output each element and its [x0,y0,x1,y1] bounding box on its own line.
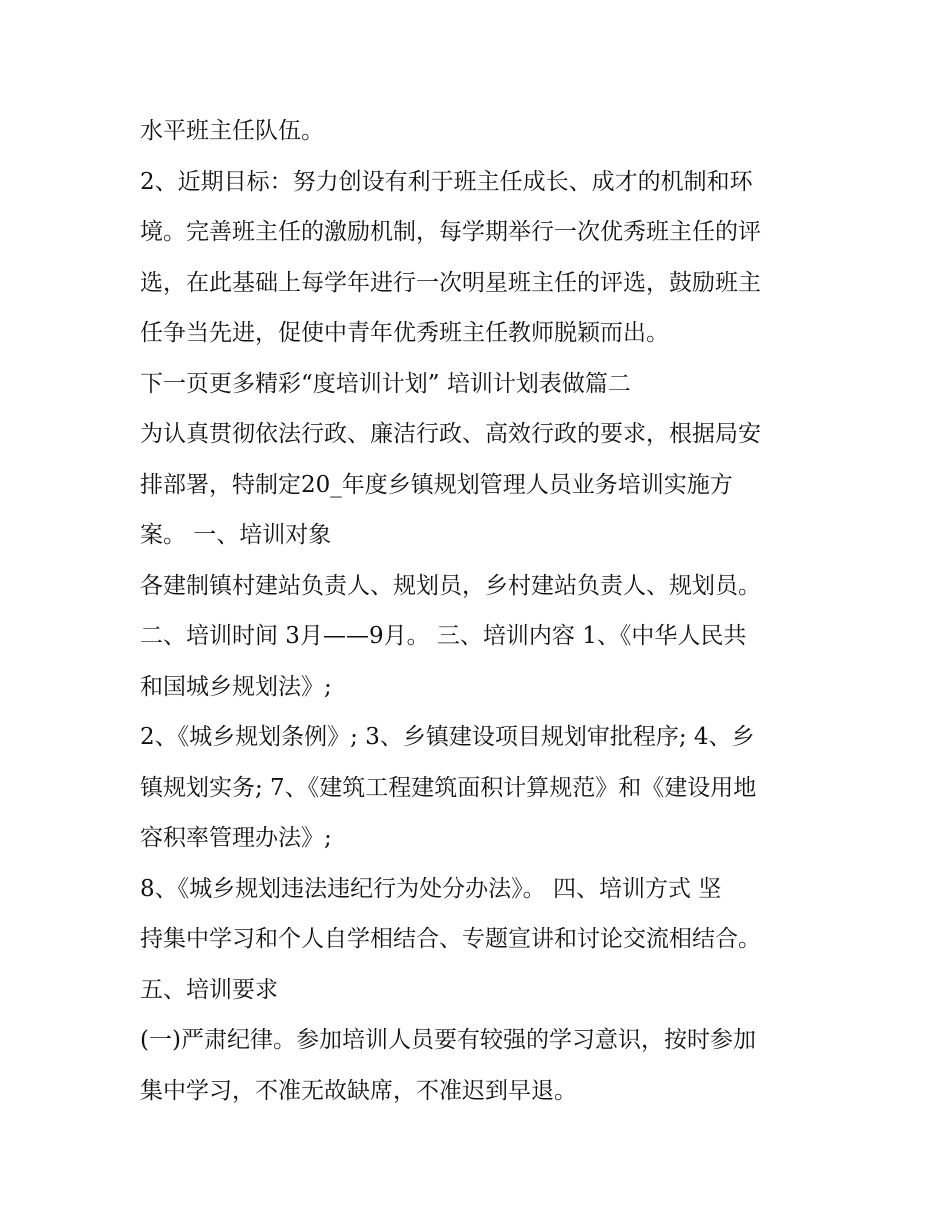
text-line: 镇规划实务; 7、《建筑工程建筑面积计算规范》和《建设用地 [140,774,757,801]
text-line: 各建制镇村建站负责人、规划员，乡村建站负责人、规划员。 [140,572,761,599]
text-line: 为认真贯彻依法行政、廉洁行政、高效行政的要求，根据局安 [140,421,761,447]
text-line: 选，在此基础上每学年进行一次明星班主任的评选，鼓励班主 [140,269,761,296]
text-line: 水平班主任队伍。 [140,118,324,144]
text-line: 五、培训要求 [140,976,278,1003]
text-line: 案。 一、培训对象 [140,522,332,548]
text-line: 境。完善班主任的激励机制，每学期举行一次优秀班主任的评 [140,219,761,245]
text-line: 二、培训时间 3月——9月。 三、培训内容 1、《中华人民共 [140,623,747,649]
text-line: 任争当先进，促使中青年优秀班主任教师脱颖而出。 [140,320,669,346]
text-line: 和国城乡规划法》; [140,673,332,700]
text-line: 2、近期目标：努力创设有利于班主任成长、成才的机制和环 [140,168,753,195]
text-line: 持集中学习和个人自学相结合、专题宣讲和讨论交流相结合。 [140,926,761,952]
text-line: (一)严肃纪律。参加培训人员要有较强的学习意识，按时参加 [140,1027,756,1053]
text-line: 集中学习，不准无故缺席，不准迟到早退。 [140,1077,577,1104]
text-line: 2、《城乡规划条例》; 3、乡镇建设项目规划审批程序; 4、乡 [140,724,755,750]
text-line: 排部署，特制定20_年度乡镇规划管理人员业务培训实施方 [140,471,733,498]
text-line: 下一页更多精彩“度培训计划” 培训计划表做篇二 [140,370,631,397]
text-line: 8、《城乡规划违法违纪行为处分办法》。 四、培训方式 坚 [140,875,722,902]
text-line: 容积率管理办法》; [140,825,332,851]
document-body [140,106,820,1116]
